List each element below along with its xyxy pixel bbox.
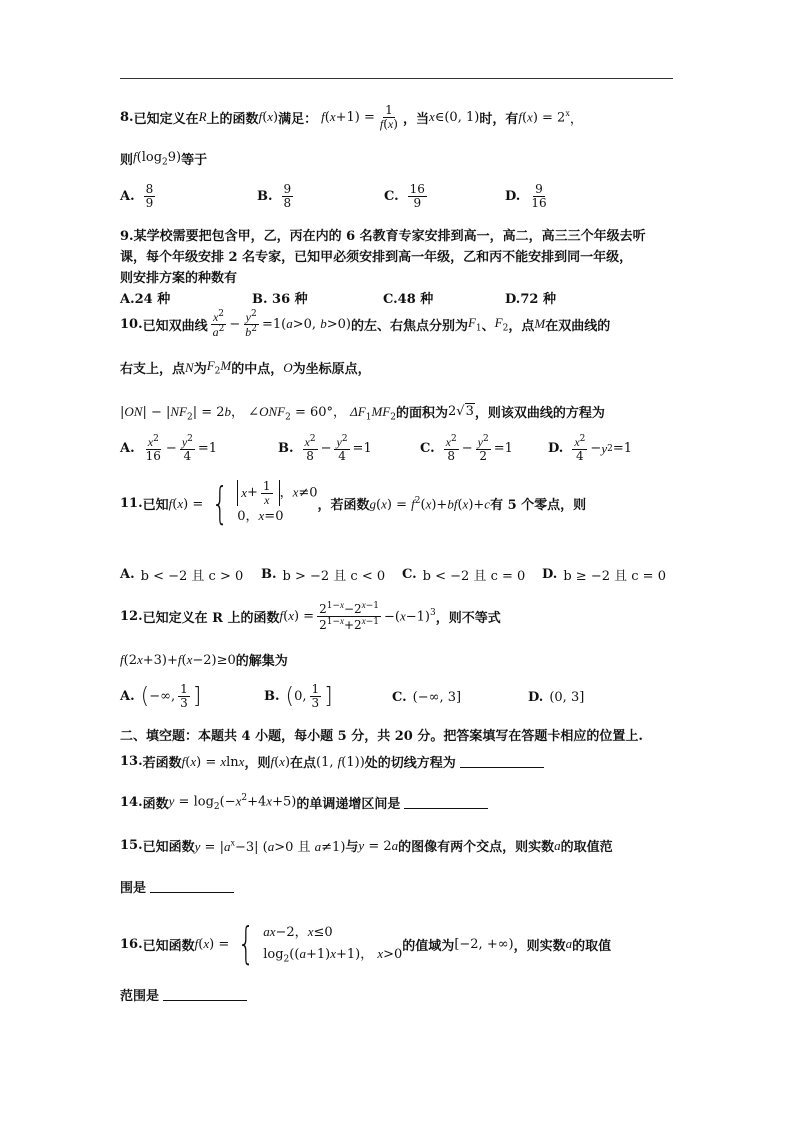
header-rule [120, 78, 673, 79]
question-9-line1: 9.某学校需要把包含甲，乙，丙在内的 6 名教育专家安排到高一，高二，高三三个年级去听 [120, 229, 646, 244]
q11-option-d[interactable]: D. b ≥ −2 且 c = 0 [542, 567, 666, 584]
question-15-line1: 15. 已知函数 $y = |a^x-3|$ (a>0 且 a≠1) 与 y = 2a 的图像有两个交点，则实数 a 的取值范 [120, 837, 613, 855]
answer-blank[interactable] [404, 796, 488, 809]
question-9-line2: 课，每个年级安排 2 名专家，已知甲必须安排到高一年级，乙和丙不能安排到同一年级， [120, 250, 633, 265]
section-2-heading: 二、填空题：本题共 4 小题，每小题 5 分，共 20 分。把答案填写在答题卡相应的位置上. [120, 729, 643, 744]
q10-option-b[interactable]: B. $\frac{x^2}{8}$ − $\frac{y^2}{4}$ =1 [278, 434, 372, 463]
answer-blank[interactable] [163, 988, 247, 1001]
q12-option-c[interactable]: C. (−∞, 3] [392, 690, 462, 705]
q11-option-c[interactable]: C. b < −2 且 c = 0 [402, 567, 526, 584]
q11-option-a[interactable]: A. b < −2 且 c > 0 [120, 567, 244, 584]
q12-option-b[interactable]: B. ( 0, $\frac{1}{3}$ ] [264, 682, 333, 710]
question-10-line3: $|ON| - |NF_2| = 2b$， $\angle ONF_2 = 60^\circ$， $\Delta F_1MF_2$ 的面积为 2√3 ，则该双曲线的方程为 [120, 404, 605, 423]
answer-blank[interactable] [150, 880, 234, 893]
q9-option-c[interactable]: C.48 种 [383, 292, 434, 307]
q12-option-a[interactable]: A. ( −∞, $\frac{1}{3}$ ] [120, 682, 202, 710]
question-11-line1: 11. 已知 f(x) = { x + $\frac{1}{x}$ ，x≠0 0，x=0 ，若函数 $g(x) = f^2(x)+bf(x)+c$ 有 5 个零点，则 [120, 477, 587, 529]
q8-option-c[interactable]: C. $\frac{16}{9}$ [384, 182, 425, 210]
question-15-line2: 围是 [120, 877, 234, 896]
q11-option-b[interactable]: B. b > −2 且 c < 0 [261, 567, 386, 584]
question-12-line1: 12. 已知定义在 R 上的函数 f(x) = $\frac{2^{1-x}-2^{x-1}}{2^{1-x}+2^{x-1}}$ $-(x-1)^3$ ，则不等式 [120, 600, 501, 632]
q8-option-d[interactable]: D. $\frac{9}{16}$ [505, 182, 547, 210]
question-16-line2: 范围是 [120, 985, 247, 1004]
q10-option-c[interactable]: C. $\frac{x^2}{8}$ − $\frac{y^2}{2}$ =1 [420, 434, 513, 463]
q10-option-d[interactable]: D. $\frac{x^2}{4}$ − y 2 =1 [548, 434, 632, 463]
question-12-line2: f(2x+3)+f(x−2)≥0 的解集为 [120, 651, 288, 669]
question-10-line1: 10. 已知双曲线 $\frac{x^2}{a^2}$ − $\frac{y^2}{b^2}$ =1(a>0, b>0) 的左、右焦点分别为 $F_1$ 、 $F_2$ ，点 M 在双曲线的 [120, 309, 611, 339]
fraction: $\frac{1}{f(x)}$ [379, 103, 398, 131]
q8-option-b[interactable]: B. $\frac{9}{8}$ [257, 182, 292, 210]
q9-option-d[interactable]: D.72 种 [505, 292, 556, 307]
question-13: 13. 若函数 f(x) = xlnx ，则 f(x) 在点 (1, f(1)) 处的切线方程为 [120, 752, 544, 771]
question-16-line1: 16. 已知函数 f(x) = { ax−2，x≤0 $\log_2((a+1)x+1)$， x>0 的值域为 [−2, +∞) ，则实数 a 的取值 [120, 918, 612, 970]
q9-option-a[interactable]: A.24 种 [120, 292, 171, 307]
question-8-line1: 8. 已知定义在 R 上的函数 f ( x ) 满足： f(x+1) = $\frac{1}{f(x)}$ ，当 x ∈(0, 1) 时，有 $f(x) = 2^x$ ， [120, 103, 583, 131]
question-14: 14. 函数 $y = \log_2(-x^2+4x+5)$ 的单调递增区间是 [120, 793, 488, 812]
q8-option-a[interactable]: A. $\frac{8}{9}$ [120, 182, 154, 210]
answer-blank[interactable] [460, 755, 544, 768]
q10-option-a[interactable]: A. $\frac{x^2}{16}$ − $\frac{y^2}{4}$ =1 [120, 434, 218, 463]
question-9-line3: 则安排方案的种数有 [120, 271, 238, 286]
question-10-line2: 右支上，点 N 为 $F_2M$ 的中点， O 为坐标原点， [120, 358, 371, 377]
q12-option-d[interactable]: D. (0, 3] [528, 690, 585, 705]
q9-option-b[interactable]: B. 36 种 [252, 292, 308, 307]
question-8-line2: 则 $f(\log_29)$ 等于 [120, 149, 208, 168]
